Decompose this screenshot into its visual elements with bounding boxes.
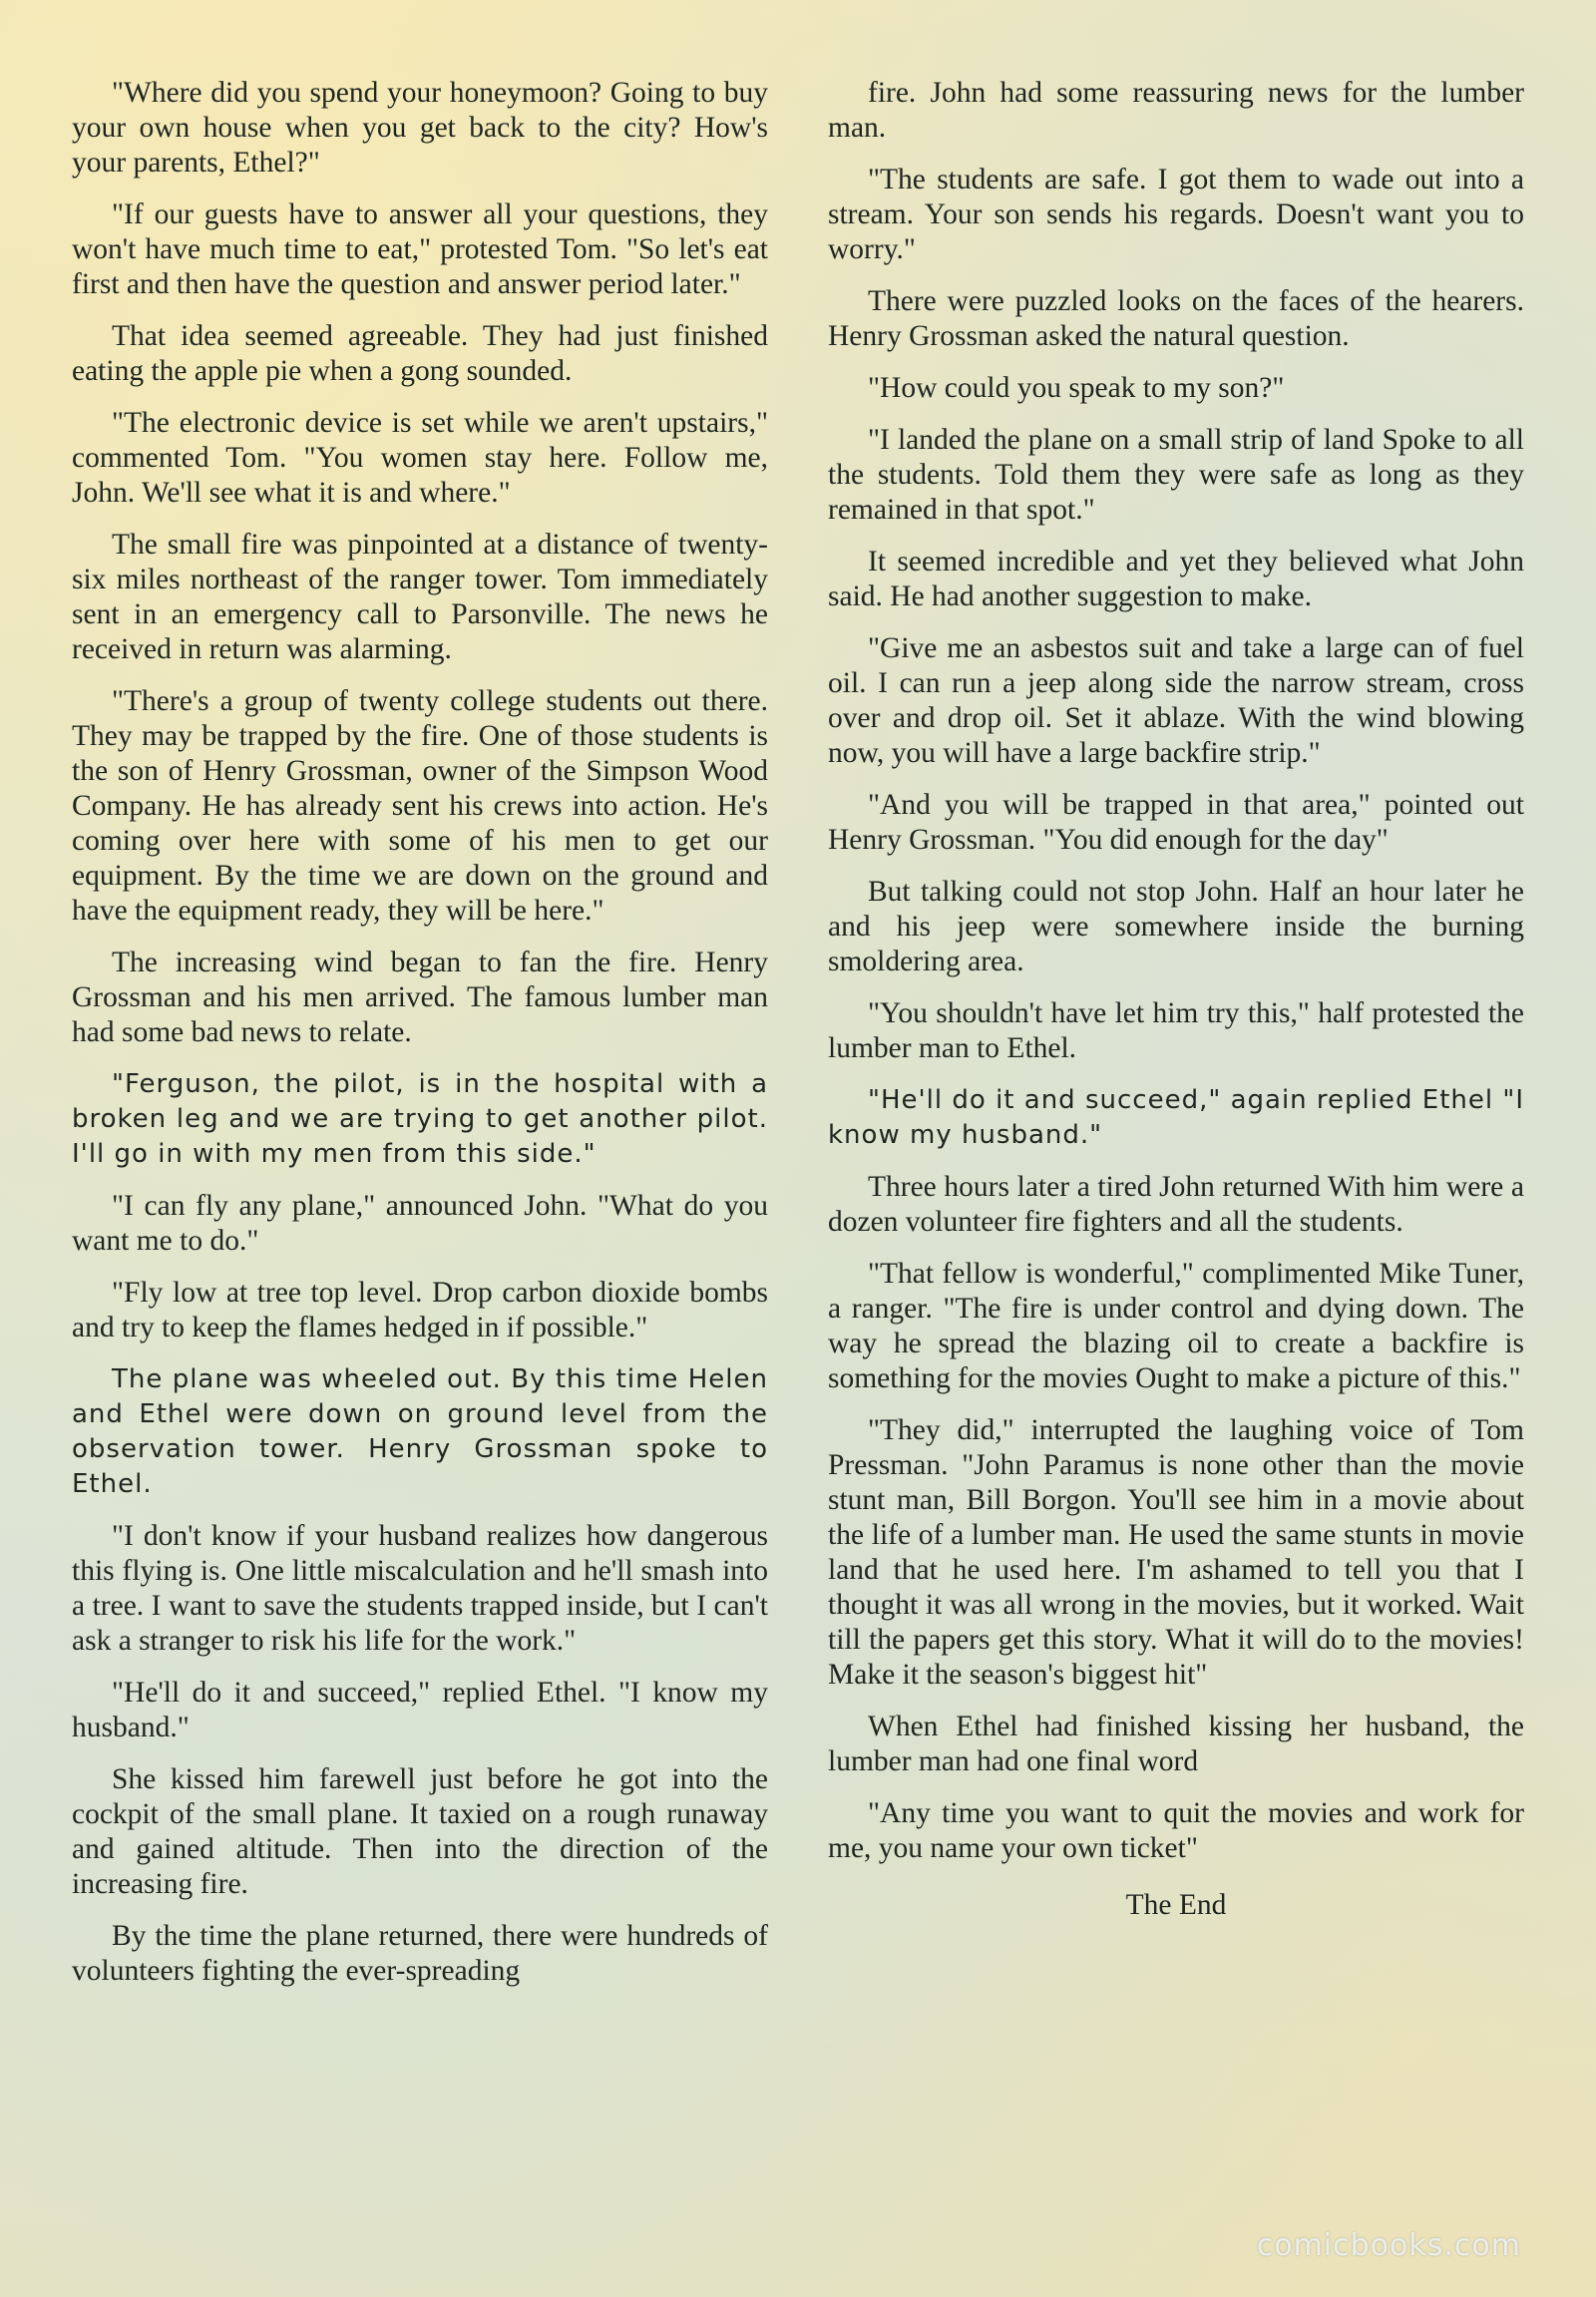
paragraph: "Fly low at tree top level. Drop carbon dioxide bombs and try to keep the flames hedged in if possible." — [72, 1277, 768, 1343]
paragraph: Three hours later a tired John returned With him were a dozen volunteer fire fighters and all the students. — [828, 1171, 1524, 1238]
paragraph: "They did," interrupted the laughing voice of Tom Pressman. "John Paramus is none other than the movie stunt man, Bill Borgon. You'll see him in a movie about the life of a lumber man. He used the same stunts in movie land that he used here. I'm ashamed to tell you that I thought it was all wrong in the movies, but it worked. Wait till the papers get this story. What it will do to the movies! Make it the season's biggest hit" — [828, 1414, 1524, 1691]
paragraph: The small fire was pinpointed at a distance of twenty-six miles northeast of the ranger tower. Tom immediately sent in an emergency call to Parsonville. The news he received in return was alarming. — [72, 529, 768, 665]
paragraph: "Give me an asbestos suit and take a large can of fuel oil. I can run a jeep along side the narrow stream, cross over and drop oil. Set it ablaze. With the wind blowing now, you will have a large backfire strip." — [828, 632, 1524, 769]
paragraph: By the time the plane returned, there were hundreds of volunteers fighting the ever-spreading — [72, 1920, 768, 1987]
paragraph: "And you will be trapped in that area," pointed out Henry Grossman. "You did enough for the day" — [828, 789, 1524, 856]
paragraph: "He'll do it and succeed," again replied Ethel "I know my husband." — [828, 1085, 1524, 1150]
paragraph: "The electronic device is set while we aren't upstairs," commented Tom. "You women stay here. Follow me, John. We'll see what it is and where." — [72, 407, 768, 509]
paragraph: But talking could not stop John. Half an hour later he and his jeep were somewhere inside the burning smoldering area. — [828, 876, 1524, 977]
paragraph: "Where did you spend your honeymoon? Going to buy your own house when you get back to the city? How's your parents, Ethel?" — [72, 77, 768, 179]
paragraph: "I landed the plane on a small strip of land Spoke to all the students. Told them they were safe as long as they remained in that spot." — [828, 424, 1524, 526]
paragraph: "Ferguson, the pilot, is in the hospital with a broken leg and we are trying to get another pilot. I'll go in with my men from this side." — [72, 1069, 768, 1169]
paragraph: "You shouldn't have let him try this," half protested the lumber man to Ethel. — [828, 997, 1524, 1064]
site-watermark: comicbooks.com — [1256, 2228, 1521, 2263]
paragraph: She kissed him farewell just before he got into the cockpit of the small plane. It taxied on a rough runaway and gained altitude. Then into the direction of the increasing fire. — [72, 1763, 768, 1900]
paragraph: fire. John had some reassuring news for the lumber man. — [828, 77, 1524, 144]
paragraph: That idea seemed agreeable. They had just finished eating the apple pie when a gong sounded. — [72, 320, 768, 387]
paragraph: "There's a group of twenty college students out there. They may be trapped by the fire. One of those students is the son of Henry Grossman, owner of the Simpson Wood Company. He has already sent his crews into action. He's coming over here with some of his men to get our equipment. By the time we are down on the ground and have the equipment ready, they will be here." — [72, 685, 768, 927]
paragraph: "I can fly any plane," announced John. "What do you want me to do." — [72, 1190, 768, 1257]
paragraph: There were puzzled looks on the faces of the hearers. Henry Grossman asked the natural question. — [828, 285, 1524, 352]
paragraph: "How could you speak to my son?" — [868, 372, 1285, 404]
right-column — [828, 76, 1524, 1940]
paragraph: "Any time you want to quit the movies and work for me, you name your own ticket" — [828, 1797, 1524, 1864]
left-column — [72, 76, 768, 2006]
paragraph: "He'll do it and succeed," replied Ethel. "I know my husband." — [72, 1677, 768, 1743]
paragraph: "The students are safe. I got them to wade out into a stream. Your son sends his regards. Doesn't want you to worry." — [828, 164, 1524, 265]
the-end-text: The End — [1125, 1889, 1227, 1921]
paragraph: The increasing wind began to fan the fire. Henry Grossman and his men arrived. The famous lumber man had some bad news to relate. — [72, 947, 768, 1048]
paragraph: When Ethel had finished kissing her husband, the lumber man had one final word — [828, 1711, 1524, 1777]
paragraph: It seemed incredible and yet they believed what John said. He had another suggestion to make. — [828, 546, 1524, 612]
paragraph: "If our guests have to answer all your questions, they won't have much time to eat," protested Tom. "So let's eat first and then have the question and answer period later." — [72, 198, 768, 300]
paragraph: "I don't know if your husband realizes how dangerous this flying is. One little miscalculation and he'll smash into a tree. I want to save the students trapped inside, but I can't ask a stranger to risk his life for the work." — [72, 1520, 768, 1657]
paragraph: "That fellow is wonderful," complimented Mike Tuner, a ranger. "The fire is under control and dying down. The way he spread the blazing oil to create a backfire is something for the movies Ought to make a picture of this." — [828, 1258, 1524, 1394]
paragraph: The plane was wheeled out. By this time Helen and Ethel were down on ground level from the observation tower. Henry Grossman spoke to Ethel. — [72, 1364, 768, 1499]
